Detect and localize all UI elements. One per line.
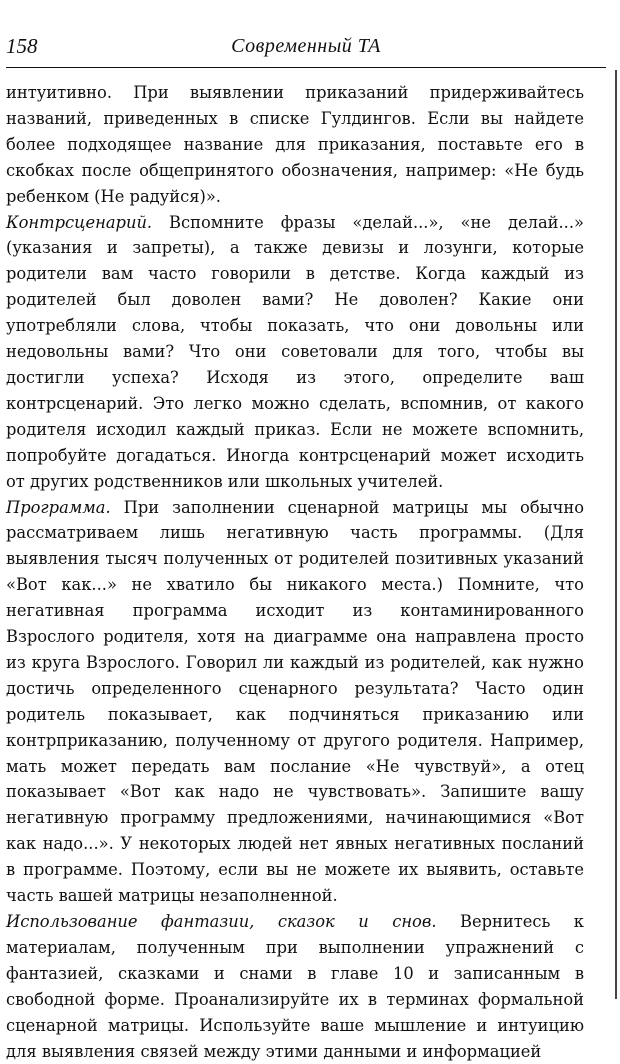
paragraph-text: Вернитесь к материалам, полученным при выполнении упражнений с фантазией, сказками и снами в главе 10 и записанным в свободной форме. Проанализируйте их в терминах формальной сценарной матрицы. Используйте ваше мышление и интуицию для выявления связей между этими данными и информацией <box>6 912 584 1061</box>
paragraph-program <box>6 495 584 910</box>
paragraph-text: Вспомните фразы «делай...», «не делай...» (указания и запреты), а также девизы и лозунги, которые родители вам часто говорили в детстве. Когда каждый из родителей был доволен вами? Не доволен? Какие они употребляли слова, чтобы показать, что они довольны или недовольны вами? Что они советовали для того, чтобы вы достигли успеха? Исходя из этого, определите ваш контрсценарий. Это легко можно сделать, вспомнив, от какого родителя исходил каждый приказ. Если не можете вспомнить, попробуйте догадаться. Иногда контрсценарий может исходить от других родственников или школьных учителей. <box>6 212 584 491</box>
header-rule <box>6 67 606 68</box>
paragraph-fantasy <box>6 909 584 1064</box>
paragraph-continuation <box>6 80 584 210</box>
paragraph-text: интуитивно. При выявлении приказаний придерживайтесь названий, приведенных в списке Гулдингов. Если вы найдете более подходящее название для приказания, поставьте его в скобках после общепринятого обозначения, например: «Не будь ребенком (Не радуйся)». <box>6 83 584 206</box>
paragraph-lead: Использование фантазии, сказок и снов. <box>6 912 437 931</box>
paragraph-counterscript <box>6 210 584 495</box>
body-text <box>6 80 584 1064</box>
page-edge-shadow <box>615 70 617 999</box>
paragraph-text: При заполнении сценарной матрицы мы обычно рассматриваем лишь негативную часть программы. (Для выявления тысяч полученных от родителей позитивных указаний «Вот как...» не хватило бы никакого места.) Помните, что негативная программа исходит из контаминированного Взрослого родителя, хотя на диаграмме она направлена просто из круга Взрослого. Говорил ли каждый из родителей, как нужно достичь определенного сценарного результата? Часто один родитель показывает, как подчиняться приказанию или контрприказанию, полученному от другого родителя. Например, мать может передать вам послание «Не чувствуй», а отец показывает «Вот как надо не чувствовать». Запишите вашу негативную программу предложениями, начинающимися «Вот как надо...». У некоторых людей нет явных негативных посланий в программе. Поэтому, если вы не можете их выявить, оставьте часть вашей матрицы незаполненной. <box>6 497 584 906</box>
paragraph-lead: Программа. <box>6 497 111 517</box>
page-number: 158 <box>6 34 38 58</box>
paragraph-lead: Контрсценарий. <box>6 212 153 232</box>
page-header <box>6 34 606 64</box>
running-title: Современный ТА <box>231 35 381 57</box>
